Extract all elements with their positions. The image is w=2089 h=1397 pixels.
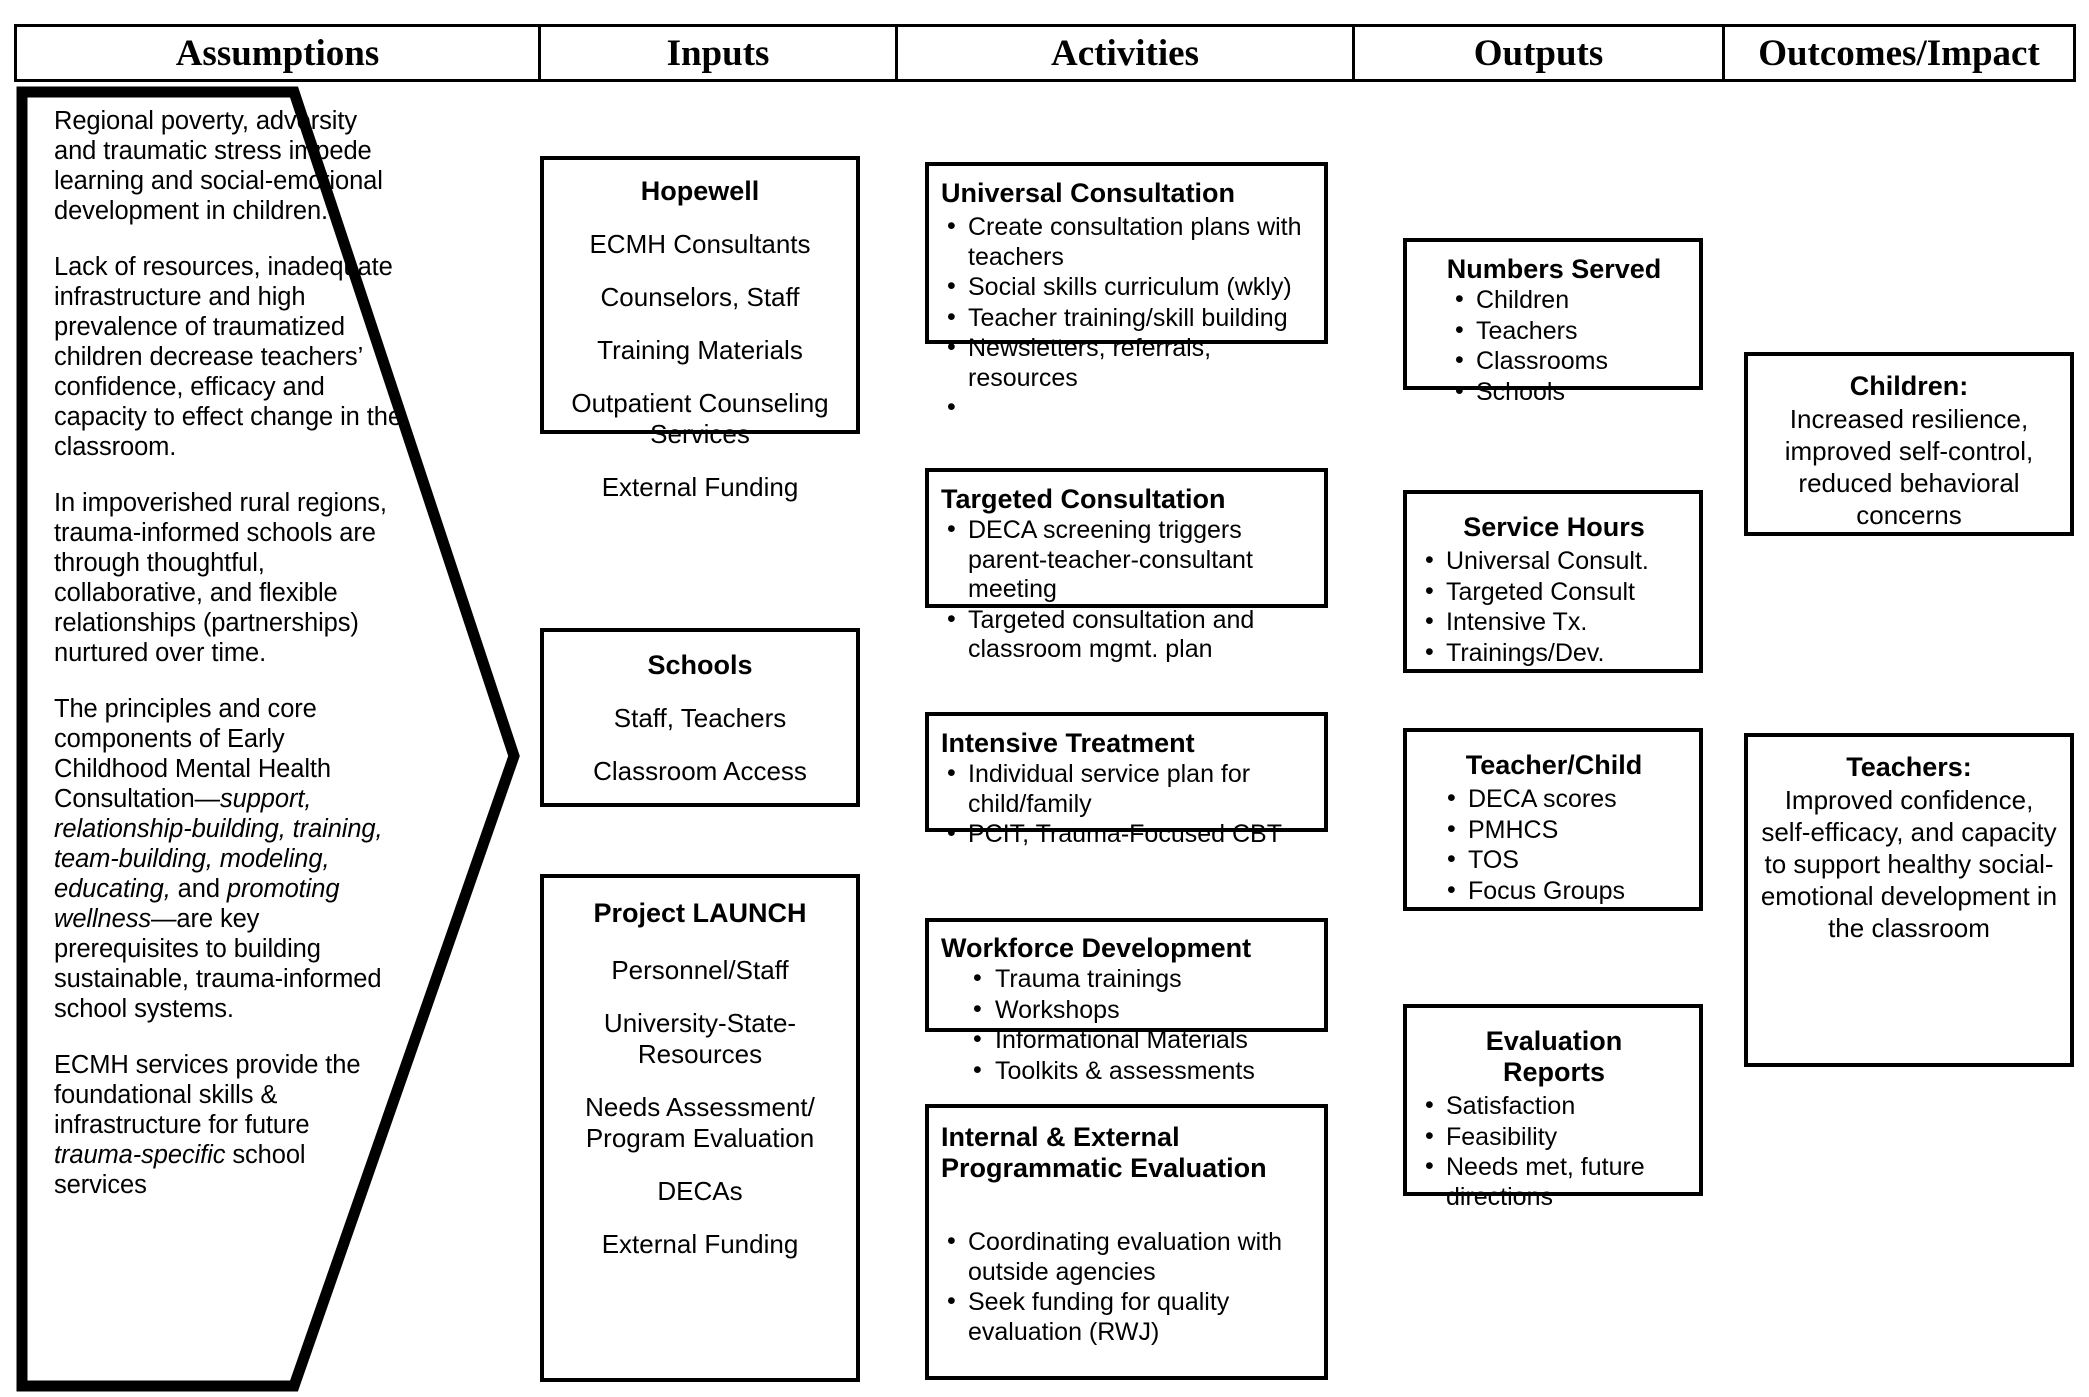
output-box-evaluation-reports [1403,1004,1703,1211]
column-header-assumptions: Assumptions [17,27,541,79]
launch-line-1: Personnel/Staff [611,955,789,985]
launch-line-3: Needs Assessment/ Program Evaluation [585,1092,815,1153]
outcome-teachers-title: Teachers: [1846,752,1972,782]
workforce-bullet-list [941,965,1314,1086]
list-item: • Classrooms [1449,347,1689,377]
output-box-numbers-served [1403,238,1703,406]
list-item: • Toolkits & assessments [941,1057,1314,1087]
evaluation-reports-title: Evaluation Reports [1485,1026,1623,1087]
hopewell-line-5: External Funding [601,472,799,502]
schools-line-1: Staff, Teachers [613,703,787,733]
list-item: • Feasibility [1419,1123,1689,1153]
evaluation-reports-bullet-list [1419,1092,1689,1212]
outcome-children-body: Increased resilience, improved self-control, reduced behavioral concerns [1784,404,2034,530]
service-hours-title: Service Hours [1463,512,1645,542]
targeted-bullet-list [941,516,1314,665]
list-item: • DECA screening triggers parent-teacher-consultant meeting [941,516,1314,605]
outcome-box-teachers [1744,733,2074,1067]
assumption-paragraph-4 [54,694,402,1024]
evaluation-title: Internal & External Programmatic Evaluation [941,1122,1267,1183]
list-item: • Newsletters, referrals, resources [941,334,1314,393]
outcome-teachers-body: Improved confidence, self-efficacy, and capacity to support healthy social-emotional development in the classroom [1760,785,2058,943]
hopewell-line-4: Outpatient Counseling Services [571,388,829,449]
list-item: • Targeted consultation and classroom mgmt. plan [941,606,1314,665]
assumption-paragraph-2: Lack of resources, inadequate infrastructure and high prevalence of traumatized children decrease teachers’ confidence, efficacy and capacity to effect change in the classroom. [54,253,402,461]
schools-line-2: Classroom Access [593,756,807,786]
assumption-p4-italic: support, relationship-building, training, team-building, modeling, educating, [54,785,383,903]
universal-bullet-list [941,213,1314,393]
list-item: • Schools [1449,378,1689,408]
evaluation-bullet-list [941,1228,1314,1347]
activity-box-intensive-treatment [925,712,1328,848]
list-item: • PMHCS [1441,816,1689,846]
numbers-served-bullet-list [1419,286,1689,407]
assumption-paragraph-5 [54,1050,402,1200]
launch-line-4: DECAs [657,1176,743,1206]
list-item: • Teacher training/skill building [941,304,1314,334]
workforce-title: Workforce Development [941,933,1252,963]
list-item: • Create consultation plans with teachers [941,213,1314,272]
targeted-title: Targeted Consultation [941,484,1226,514]
intensive-bullet-list [941,760,1314,850]
list-item: • Trauma trainings [941,965,1314,995]
list-item: • Seek funding for quality evaluation (RWJ) [941,1288,1314,1347]
list-item: • Universal Consult. [1419,547,1689,577]
launch-line-5: External Funding [601,1229,799,1259]
activity-box-targeted-consultation [925,468,1328,663]
assumption-p5-after: school services [54,1141,306,1199]
list-item: • DECA scores [1441,785,1689,815]
list-item: • Coordinating evaluation with outside agencies [941,1228,1314,1287]
hopewell-line-3: Training Materials [597,335,803,365]
list-item: • Trainings/Dev. [1419,639,1689,669]
hopewell-line-1: ECMH Consultants [589,229,811,259]
assumption-p5-before: ECMH services provide the foundational skills & infrastructure for future [54,1051,361,1139]
assumption-p4-after: —are key prerequisites to building sustainable, trauma-informed school systems. [54,905,382,1023]
hopewell-title: Hopewell [640,176,760,206]
list-item: • Targeted Consult [1419,578,1689,608]
universal-title: Universal Consultation [941,178,1236,208]
hopewell-line-2: Counselors, Staff [600,282,800,312]
activity-box-workforce-development [925,918,1328,1085]
assumption-p5-italic: trauma-specific [54,1141,226,1169]
outcome-box-children [1744,352,2074,536]
list-item: • Informational Materials [941,1026,1314,1056]
launch-line-2: University-State-Resources [603,1008,797,1069]
activity-box-universal-consultation [925,162,1328,392]
launch-title: Project LAUNCH [593,898,807,928]
assumption-paragraph-3: In impoverished rural regions, trauma-informed schools are through thoughtful, collaborative, and flexible relationships (partnerships) nurtured over time. [54,489,387,667]
teacher-child-title: Teacher/Child [1465,750,1643,780]
list-item: • PCIT, Trauma-Focused CBT [941,820,1314,850]
column-header-outputs: Outputs [1355,27,1725,79]
assumptions-text [54,106,402,1200]
column-header-activities: Activities [898,27,1355,79]
list-item: • Intensive Tx. [1419,608,1689,638]
activity-box-internal-external-evaluation [925,1104,1328,1380]
service-hours-bullet-list [1419,547,1689,668]
schools-title: Schools [647,650,753,680]
list-item: • Satisfaction [1419,1092,1689,1122]
teacher-child-bullet-list [1419,785,1689,906]
list-item: • Teachers [1449,317,1689,347]
list-item: • Workshops [941,996,1314,1026]
list-item: • Focus Groups [1441,877,1689,907]
outcome-children-title: Children: [1849,371,1969,401]
list-item: • Needs met, future directions [1419,1153,1689,1212]
assumption-p4-before: The principles and core components of Early Childhood Mental Health Consultation— [54,695,331,813]
assumptions-panel [14,84,524,1394]
input-box-schools [540,628,860,807]
output-box-teacher-child [1403,728,1703,911]
column-header-row [14,24,2076,82]
numbers-served-title: Numbers Served [1446,254,1662,284]
assumption-paragraph-1: Regional poverty, adversity and traumatic stress impede learning and social-emotional development in children. [54,107,383,225]
list-item: • Social skills curriculum (wkly) [941,273,1314,303]
assumption-p4-middle: and [170,875,227,903]
input-box-hopewell [540,156,860,502]
list-item: • Individual service plan for child/family [941,760,1314,819]
output-box-service-hours [1403,490,1703,673]
list-item: • TOS [1441,846,1689,876]
list-item: • Children [1449,286,1689,316]
input-box-project-launch [540,874,860,1382]
column-header-inputs: Inputs [541,27,898,79]
intensive-title: Intensive Treatment [941,728,1195,758]
column-header-outcomes-impact: Outcomes/Impact [1758,32,2040,74]
assumption-p4-italic2: promoting wellness [54,875,340,933]
